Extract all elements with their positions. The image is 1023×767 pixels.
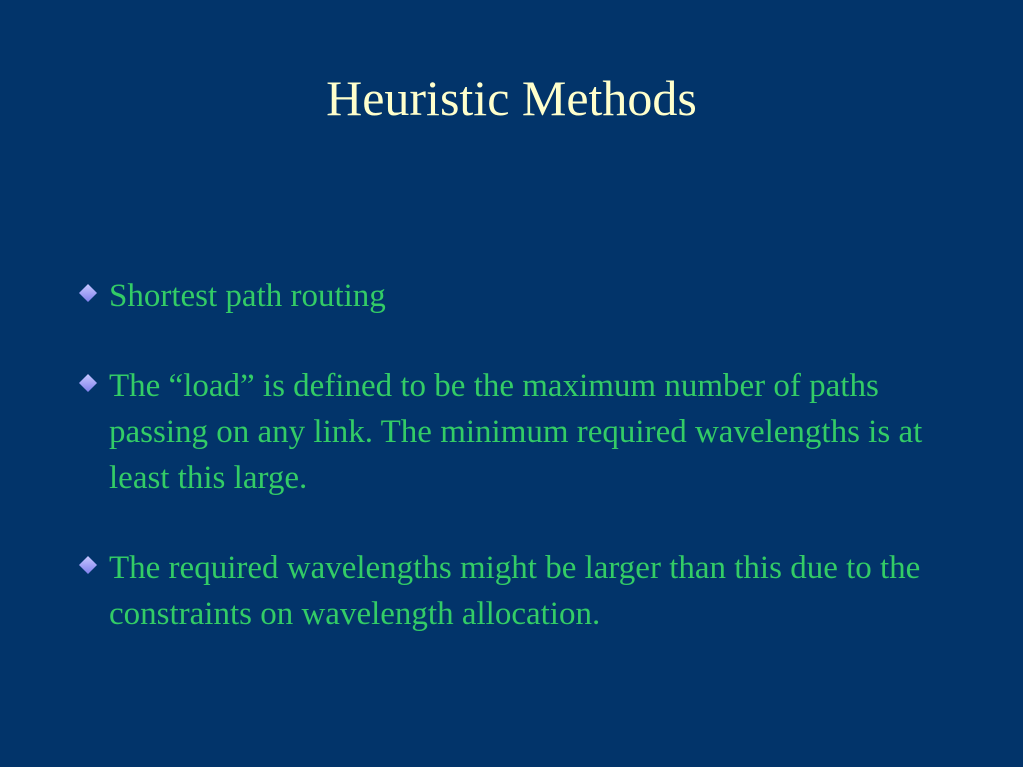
diamond-bullet-icon [79, 556, 97, 574]
bullet-text: The required wavelengths might be larger than this due to the constraints on wavelength allocation. [109, 550, 921, 632]
bullet-item [78, 363, 958, 501]
diamond-bullet-icon [79, 374, 97, 392]
slide-title: Heuristic Methods [326, 70, 697, 126]
bullet-text: The “load” is defined to be the maximum number of paths passing on any link. The minimum required wavelengths is at least this large. [109, 368, 923, 496]
bullet-item [78, 273, 958, 319]
bullet-item [78, 545, 958, 637]
bullet-text: Shortest path routing [109, 278, 386, 314]
diamond-bullet-icon [79, 284, 97, 302]
bullet-list [78, 273, 958, 681]
